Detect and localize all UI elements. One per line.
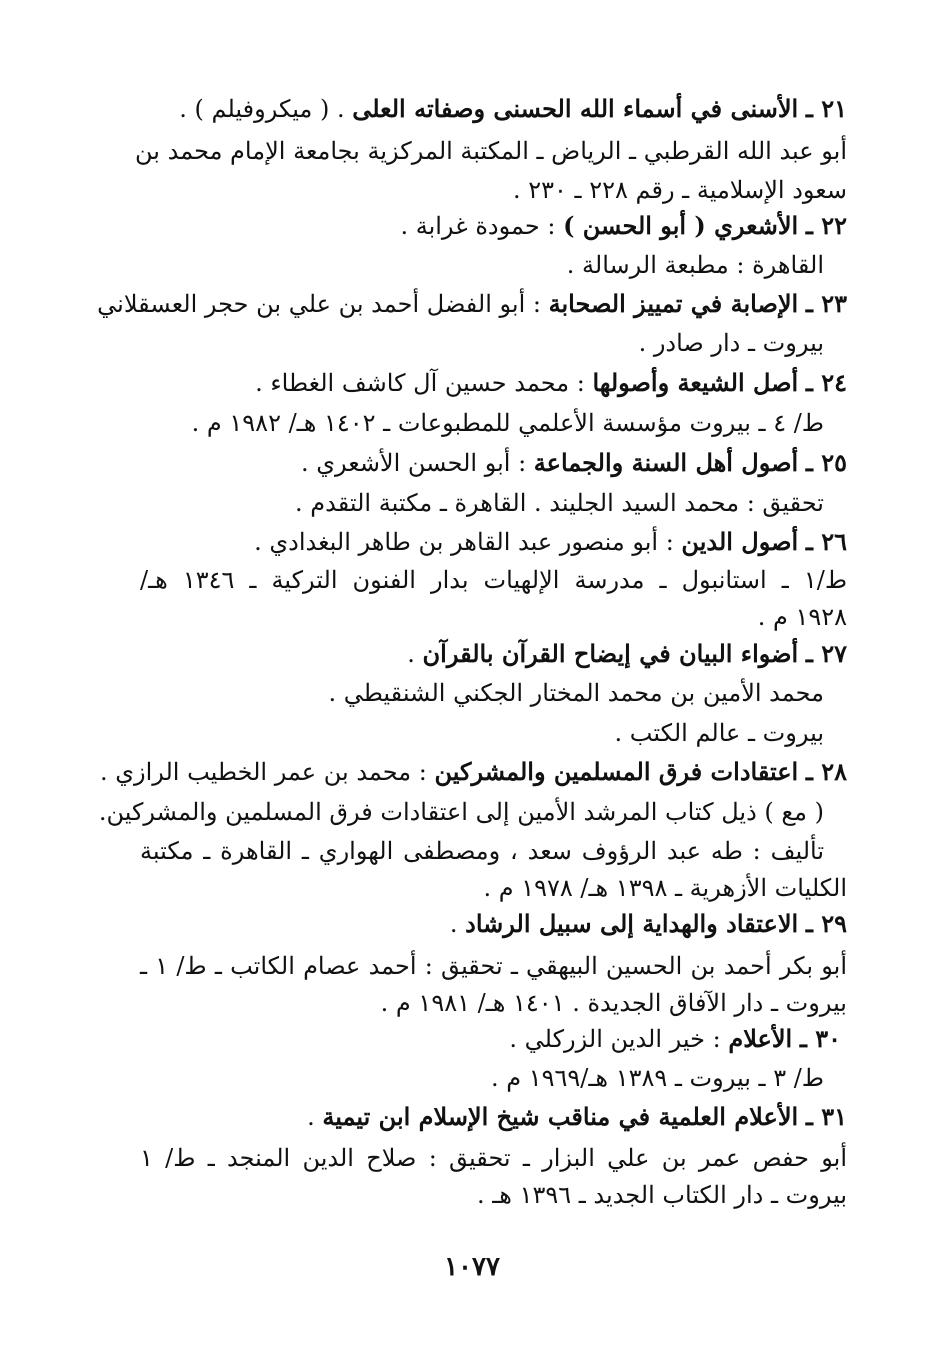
entry-author: . (449, 910, 458, 938)
entry-detail-line: الكليات الأزهرية ـ ١٣٩٨ هـ/ ١٩٧٨ م . (483, 874, 847, 902)
entry-detail-line: أبو حفص عمر بن علي البزار ـ تحقيق : صلاح الدين المنجد ـ ط/ ١ (140, 1144, 847, 1172)
page-number: ١٠٧٧ (444, 1252, 500, 1282)
entry-title: الإصابة في تمييز الصحابة (548, 289, 799, 318)
entry-number: ٢٢ ـ (805, 211, 847, 240)
entry-detail-line: القاهرة : مطبعة الرسالة . (566, 251, 824, 279)
entry-number: ٢٤ ـ (805, 368, 847, 397)
entry-detail-line: ط/ ٤ ـ بيروت مؤسسة الأعلمي للمطبوعات ـ ١٤٠٢ هـ/ ١٩٨٢ م . (191, 409, 824, 437)
entry-title: الاعتقاد والهداية إلى سبيل الرشاد (465, 909, 799, 938)
entry-heading (254, 525, 847, 559)
entry-detail-line: ط/ ٣ ـ بيروت ـ ١٣٨٩ هـ/١٩٦٩ م . (490, 1064, 824, 1092)
entry-detail-line: بيروت ـ دار الآفاق الجديدة . ١٤٠١ هـ/ ١٩٨١ م . (380, 989, 847, 1017)
entry-title: أضواء البيان في إيضاح القرآن بالقرآن (422, 639, 799, 668)
entry-title: أصل الشيعة وأصولها (592, 368, 799, 397)
entry-detail-line: بيروت ـ دار الكتاب الجديد ـ ١٣٩٦ هـ . (477, 1181, 847, 1209)
entry-detail-line: أبو بكر أحمد بن الحسين البيهقي ـ تحقيق : أحمد عصام الكاتب ـ ط/ ١ ـ (140, 952, 847, 980)
entry-author: : محمد حسين آل كاشف الغطاء . (255, 369, 585, 397)
entry-author: : حمودة غرابة . (400, 212, 556, 240)
entry-heading (301, 446, 847, 480)
entry-heading (97, 287, 847, 321)
entry-author: . (307, 1103, 315, 1131)
entry-heading (307, 1100, 847, 1134)
entry-number: ٢٨ ـ (805, 757, 847, 786)
entry-number: ٢٩ ـ (805, 909, 847, 938)
entry-title: الأشعري ( أبو الحسن ) (563, 211, 799, 240)
entry-author: . (407, 640, 415, 668)
entry-author: : خير الدين الزركلي . (509, 1025, 721, 1053)
entry-heading (179, 92, 847, 126)
entry-detail-line: محمد الأمين بن محمد المختار الجكني الشنقيطي . (328, 679, 824, 707)
entry-detail-line: أبو عبد الله القرطبي ـ الرياض ـ المكتبة المركزية بجامعة الإمام محمد بن (135, 137, 847, 165)
entry-title: الأسنى في أسماء الله الحسنى وصفاته العلى (352, 94, 799, 123)
entry-heading (255, 366, 847, 400)
entry-detail-line: سعود الإسلامية ـ رقم ٢٢٨ ـ ٢٣٠ . (512, 176, 847, 204)
entry-heading (509, 1022, 841, 1056)
entry-author: : محمد بن عمر الخطيب الرازي . (99, 758, 427, 786)
entry-title: أصول الدين (681, 527, 799, 556)
entry-title: أصول أهل السنة والجماعة (533, 448, 799, 477)
entry-title: الأعلام العلمية في مناقب شيخ الإسلام ابن تيمية (322, 1102, 799, 1131)
entry-number: ٢١ ـ (805, 94, 847, 123)
entry-detail-line: بيروت ـ دار صادر . (638, 329, 824, 357)
entry-author: : أبو الفضل أحمد بن علي بن حجر العسقلاني (97, 290, 541, 318)
entry-title: اعتقادات فرق المسلمين والمشركين (434, 757, 799, 786)
entry-detail-line: ١٩٢٨ م . (757, 603, 847, 631)
entry-number: ٢٦ ـ (805, 527, 847, 556)
entry-heading (450, 907, 847, 941)
entry-number: ٣١ ـ (805, 1102, 847, 1131)
entry-detail-line: تحقيق : محمد السيد الجليند . القاهرة ـ مكتبة التقدم . (295, 489, 824, 517)
entry-author: . ( ميكروفيلم ) . (179, 95, 345, 123)
entry-detail-line: ( مع ) ذيل كتاب المرشد الأمين إلى اعتقادات فرق المسلمين والمشركين. (98, 798, 824, 826)
entry-number: ٢٣ ـ (805, 289, 847, 318)
entry-number: ٣٠ ـ (799, 1024, 841, 1053)
entry-heading (400, 209, 847, 243)
entry-author: : أبو منصور عبد القاهر بن طاهر البغدادي . (254, 528, 674, 556)
entry-heading (407, 637, 847, 671)
entry-number: ٢٧ ـ (805, 639, 847, 668)
entry-title: الأعلام (728, 1024, 793, 1053)
entry-heading (100, 755, 847, 789)
entry-detail-line: بيروت ـ عالم الكتب . (614, 719, 824, 747)
entry-detail-line: تأليف : طه عبد الرؤوف سعد ، ومصطفى الهواري ـ القاهرة ـ مكتبة (140, 837, 824, 865)
entry-detail-line: ط/١ ـ استانبول ـ مدرسة الإلهيات بدار الفنون التركية ـ ١٣٤٦ هـ/ (140, 566, 848, 594)
entry-number: ٢٥ ـ (805, 448, 847, 477)
entry-author: : أبو الحسن الأشعري . (300, 449, 527, 477)
